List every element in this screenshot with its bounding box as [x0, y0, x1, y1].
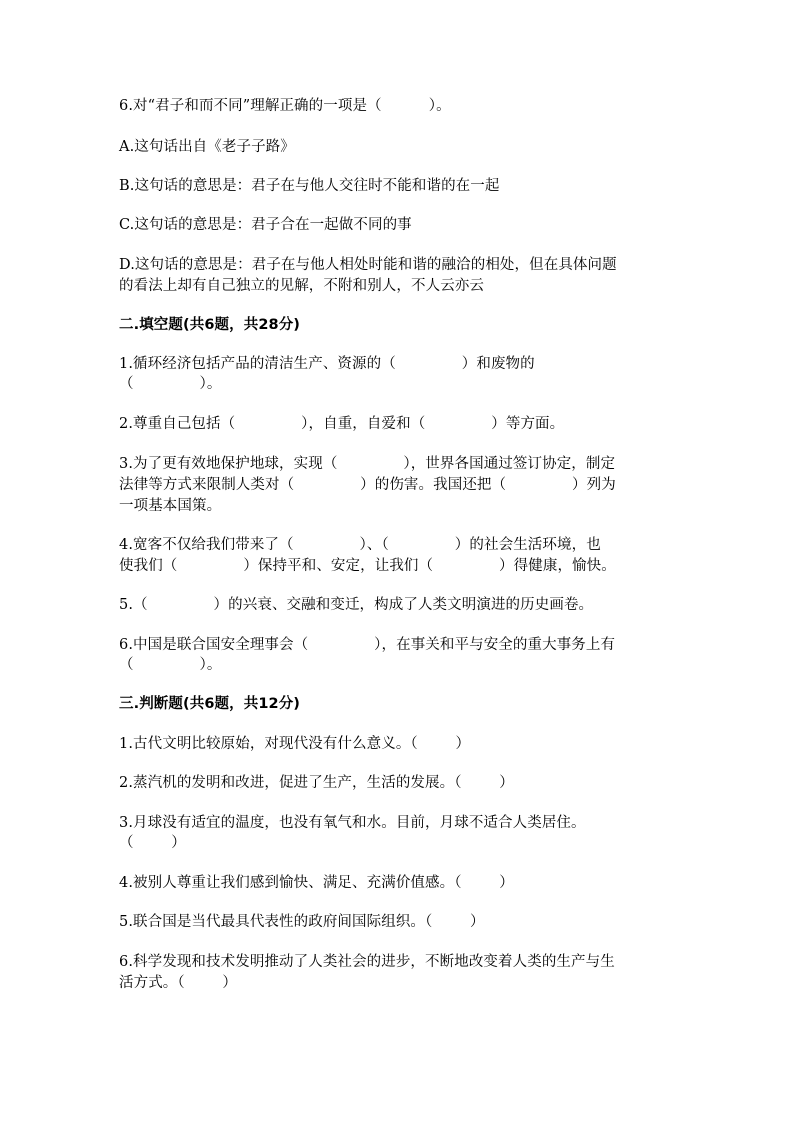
mc-q6-option-d-line1: D.这句话的意思是：君子在与他人相处时能和谐的融洽的相处，但在具体问题	[119, 257, 617, 273]
mc-q6-option-b: B.这句话的意思是：君子在与他人交往时不能和谐的在一起	[119, 178, 500, 194]
true-false-q6-line2: 活方式。（ ）	[119, 975, 238, 991]
true-false-q4: 4.被别人尊重让我们感到愉快、满足、充满价值感。（ ）	[119, 875, 514, 891]
fill-in-q6-line2: （ ）。	[119, 657, 222, 673]
fill-in-q4-line2: 使我们（ ）保持平和、安定，让我们（ ）得健康，愉快。	[119, 558, 616, 574]
fill-in-q1-line2: （ ）。	[119, 376, 222, 392]
fill-in-q2: 2.尊重自己包括（ ），自重，自爱和（ ）等方面。	[119, 416, 565, 432]
true-false-q3-line2: （ ）	[119, 835, 186, 851]
fill-in-q3-line2: 法律等方式来限制人类对（ ）的伤害。我国还把（ ）列为	[119, 477, 616, 493]
true-false-q5: 5.联合国是当代最具代表性的政府间国际组织。（ ）	[119, 914, 485, 930]
true-false-q2: 2.蒸汽机的发明和改进，促进了生产，生活的发展。（ ）	[119, 775, 514, 791]
section-heading-fill-in: 二.填空题(共6题，共28分)	[119, 317, 301, 333]
true-false-q6-line1: 6.科学发现和技术发明推动了人类社会的进步，不断地改变着人类的生产与生	[119, 954, 615, 970]
fill-in-q3-line3: 一项基本国策。	[119, 498, 222, 514]
true-false-q3-line1: 3.月球没有适宜的温度，也没有氧气和水。目前，月球不适合人类居住。	[119, 815, 586, 831]
fill-in-q5: 5.（ ）的兴衰、交融和变迁，构成了人类文明演进的历史画卷。	[119, 597, 594, 613]
mc-q6-option-c: C.这句话的意思是：君子合在一起做不同的事	[119, 217, 412, 233]
fill-in-q6-line1: 6.中国是联合国安全理事会（ ），在事关和平与安全的重大事务上有	[119, 637, 616, 653]
fill-in-q3-line1: 3.为了更有效地保护地球，实现（ ），世界各国通过签订协定，制定	[119, 456, 616, 472]
true-false-q1: 1.古代文明比较原始，对现代没有什么意义。（ ）	[119, 736, 471, 752]
mc-q6-question: 6.对“君子和而不同”理解正确的一项是（ ）。	[119, 98, 451, 114]
fill-in-q1-line1: 1.循环经济包括产品的清洁生产、资源的（ ）和废物的	[119, 356, 535, 372]
mc-q6-option-d-line2: 的看法上却有自己独立的见解，不附和别人，不人云亦云	[119, 278, 484, 294]
fill-in-q4-line1: 4.宽客不仅给我们带来了（ ）、（ ）的社会生活环境，也	[119, 537, 601, 553]
mc-q6-option-a: A.这句话出自《老子子路》	[119, 139, 295, 155]
section-heading-true-false: 三.判断题(共6题，共12分)	[119, 696, 301, 712]
